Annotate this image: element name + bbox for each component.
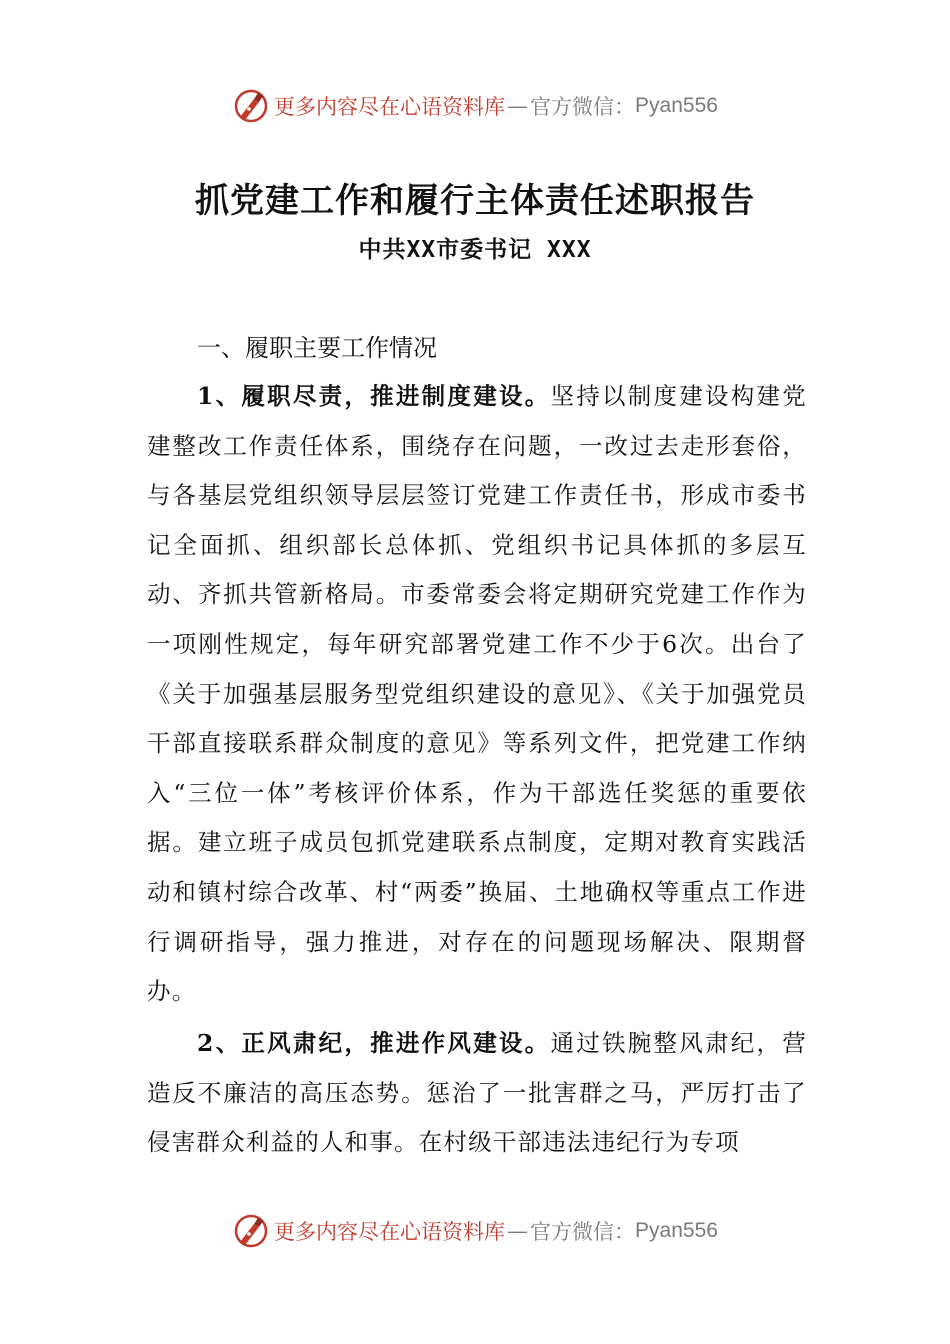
watermark-separator: — — [507, 1219, 529, 1243]
watermark-contact-label: 官方微信： — [530, 95, 636, 119]
watermark-contact-label: 官方微信： — [530, 1220, 636, 1244]
paragraph-1-text: 坚持以制度建设构建党建整改工作责任体系，围绕存在问题，一改过去走形套俗，与各基层党组织领导层层签订党建工作责任书，形成市委书记全面抓、组织部长总体抓、党组织书记具体抓的多层互动、齐抓共管新格局。市委常委会将定期研究党建工作作为一项刚性规定，每年研究部署党建工作不少于6次。出台了《关于加强基层服务型党组织建设的意见》、《关于加强党员干部直接联系群众制度的意见》等系列文件，把党建工作纳入“三位一体”考核评价体系，作为干部选任奖惩的重要依据。建立班子成员包抓党建联系点制度，定期对教育实践活动和镇村综合改革、村“两委”换届、土地确权等重点工作进行调研指导，强力推进，对存在的问题现场解决、限期督办。 — [147, 382, 807, 1006]
paragraph-2-text: 通过铁腕整风肃纪，营造反不廉洁的高压态势。惩治了一批害群之马，严厉打击了侵害群众利益的人和事。在村级干部违法违纪行为专项 — [147, 1029, 807, 1157]
paragraph-1-lead: 1、履职尽责，推进制度建设。 — [197, 382, 551, 410]
paragraph-2 — [147, 1019, 807, 1168]
watermark-handle: Pyan556 — [635, 1219, 718, 1242]
document-subtitle: 中共XX市委书记 XXX — [358, 237, 592, 263]
paragraph-2-lead: 2、正风肃纪，推进作风建设。 — [197, 1029, 551, 1057]
watermark-banner-top — [0, 86, 950, 126]
watermark-banner-bottom — [0, 1211, 950, 1251]
watermark-separator: — — [507, 94, 529, 118]
paragraph-1 — [147, 372, 807, 1017]
watermark-site-text: 更多内容尽在心语资料库 — [274, 95, 506, 119]
document-title: 抓党建工作和履行主体责任述职报告 — [195, 181, 755, 221]
pen-nib-circle-icon — [232, 1212, 270, 1250]
pen-nib-circle-icon — [232, 87, 270, 125]
watermark-handle: Pyan556 — [635, 94, 718, 117]
watermark-site-text: 更多内容尽在心语资料库 — [274, 1220, 506, 1244]
section-heading: 一、履职主要工作情况 — [197, 334, 437, 362]
